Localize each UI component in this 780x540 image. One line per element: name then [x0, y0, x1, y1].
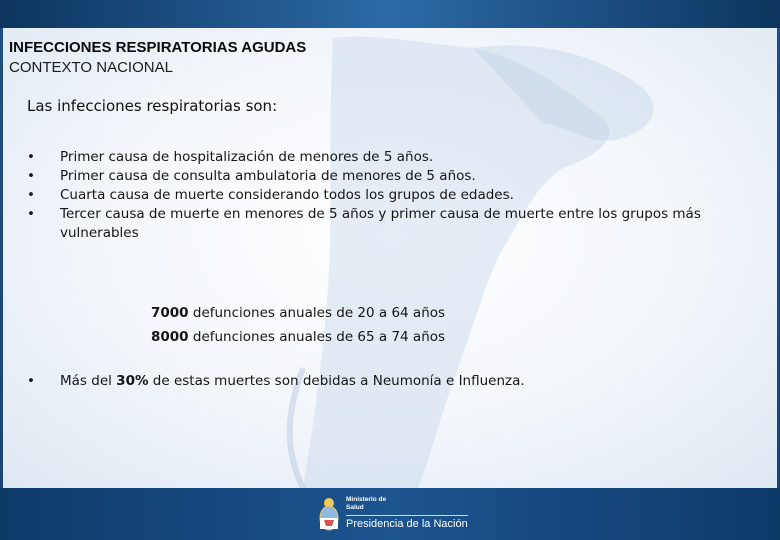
bullet-icon: • [27, 373, 35, 389]
list-item [27, 167, 707, 186]
bullet-list [27, 148, 707, 243]
final-suffix: de estas muertes son debidas a Neumonía e Influenza. [148, 373, 525, 389]
list-item-text: Primer causa de hospitalización de menores de 5 años. [60, 149, 434, 165]
bullet-icon: • [27, 187, 35, 203]
logo-text [346, 496, 468, 531]
final-prefix: Más del [60, 373, 117, 389]
list-item [27, 148, 707, 167]
list-item-text: Cuarta causa de muerte considerando todos los grupos de edades. [60, 187, 514, 203]
list-item [27, 205, 707, 243]
list-item-text: Primer causa de consulta ambulatoria de menores de 5 años. [60, 168, 476, 184]
ministry-logo [318, 496, 478, 536]
logo-line-2: Salud [346, 504, 364, 511]
stat-line [151, 325, 445, 349]
bullet-icon: • [27, 168, 35, 184]
stats-block [151, 301, 445, 349]
bullet-icon: • [27, 206, 35, 222]
list-item-text: Tercer causa de muerte en menores de 5 años y primer causa de muerte entre los grupos más vulnerables [60, 206, 701, 241]
final-highlight: 30% [116, 373, 149, 389]
stat-text: defunciones anuales de 20 a 64 años [188, 305, 446, 321]
intro-text: Las infecciones respiratorias son: [27, 97, 278, 115]
list-item [27, 186, 707, 205]
stat-value: 7000 [151, 305, 189, 321]
page-title: INFECCIONES RESPIRATORIAS AGUDAS [9, 39, 307, 56]
stat-value: 8000 [151, 329, 189, 345]
coat-of-arms-icon [318, 496, 340, 532]
list-item-final [27, 373, 525, 389]
top-bar [0, 0, 780, 28]
page-subtitle: CONTEXTO NACIONAL [9, 59, 173, 76]
logo-line-3: Presidencia de la Nación [346, 515, 468, 531]
stat-line [151, 301, 445, 325]
stat-text: defunciones anuales de 65 a 74 años [188, 329, 446, 345]
logo-line-1: Ministerio de [346, 496, 387, 503]
bullet-icon: • [27, 149, 35, 165]
title-box [3, 38, 312, 78]
